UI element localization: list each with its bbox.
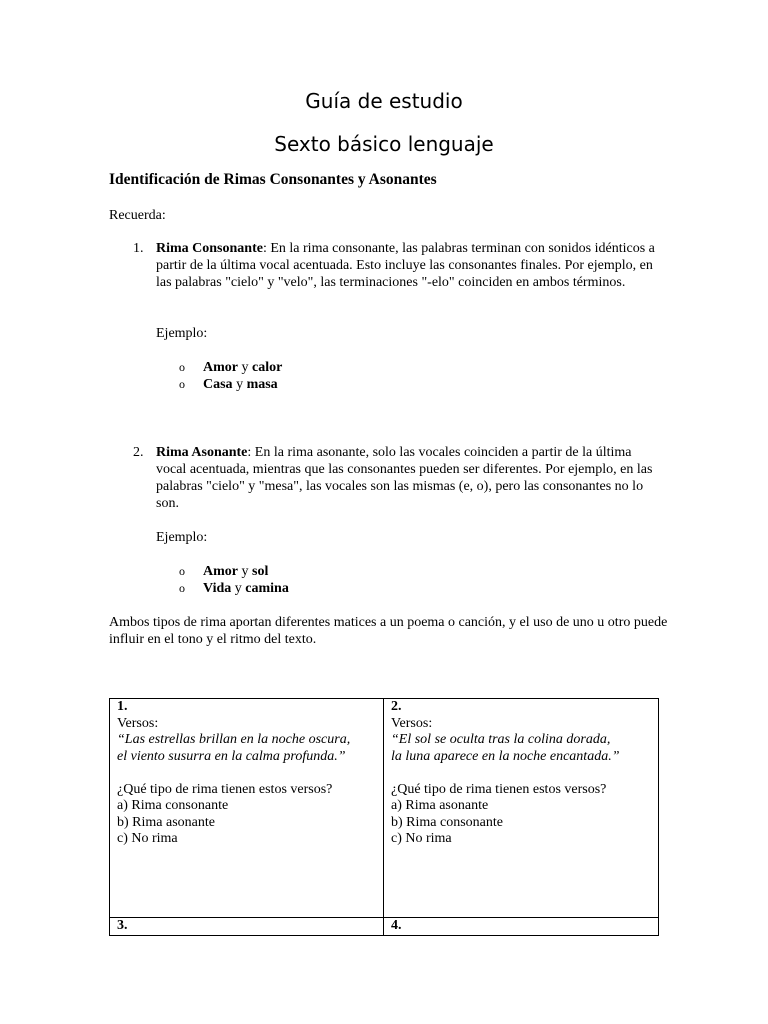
item-2-example-label: Ejemplo: (156, 530, 208, 545)
bullet-icon: o (179, 564, 185, 578)
question-text: ¿Qué tipo de rima tienen estos versos? (391, 781, 607, 797)
recuerda-label: Recuerda: (109, 208, 166, 223)
answer-option: a) Rima asonante (391, 798, 489, 813)
question-number: 3. (117, 918, 128, 933)
question-cell-1 (110, 699, 384, 918)
example-item (203, 580, 289, 597)
table-row (110, 699, 659, 918)
bullet-icon: o (179, 581, 185, 595)
question-number: 1. (117, 699, 128, 714)
verse-line: “Las estrellas brillan en la noche oscura, (117, 732, 351, 747)
item-1-example-label: Ejemplo: (156, 326, 208, 341)
question-number: 4. (391, 918, 402, 933)
example-word: Casa (203, 377, 233, 392)
closing-paragraph: Ambos tipos de rima aportan diferentes matices a un poema o canción, y el uso de uno u otro puede influir en el tono y el ritmo del texto. (109, 615, 668, 647)
example-item (203, 563, 268, 580)
item-1-number: 1. (133, 241, 144, 256)
answer-option: a) Rima consonante (117, 798, 229, 813)
item-2-term: Rima Asonante (156, 445, 248, 460)
question-text: ¿Qué tipo de rima tienen estos versos? (117, 781, 333, 797)
page-title: Guía de estudio (305, 89, 463, 113)
item-1-term: Rima Consonante (156, 241, 263, 256)
section-heading: Identificación de Rimas Consonantes y Asonantes (109, 171, 437, 188)
question-table (109, 698, 659, 936)
example-joiner: y (231, 581, 246, 596)
example-word: calor (252, 360, 283, 375)
example-item (203, 376, 278, 393)
example-word: masa (246, 377, 278, 392)
example-joiner: y (232, 377, 247, 392)
item-2-definition (156, 444, 656, 512)
example-word: Amor (203, 360, 238, 375)
example-joiner: y (238, 360, 252, 375)
question-number: 2. (391, 699, 402, 714)
verses-label: Versos: (391, 715, 433, 731)
example-word: Amor (203, 564, 238, 579)
verse-line: la luna aparece en la noche encantada.” (391, 748, 620, 764)
bullet-icon: o (179, 360, 185, 374)
item-1-definition (156, 240, 656, 291)
example-word: camina (245, 581, 289, 596)
verse-line: “El sol se oculta tras la colina dorada, (391, 732, 611, 747)
table-row (110, 918, 659, 936)
bullet-icon: o (179, 377, 185, 391)
question-cell-2 (384, 699, 659, 918)
question-cell-4 (384, 918, 659, 936)
page-subtitle: Sexto básico lenguaje (274, 132, 494, 156)
example-item (203, 359, 282, 376)
item-2-number: 2. (133, 445, 144, 460)
item-1-text: : En la rima consonante, las palabras terminan con sonidos idénticos a partir de la última vocal acentuada. Esto incluye las consonantes finales. Por ejemplo, en las palabras "cielo" y "velo", las terminaciones "-elo" coinciden en ambos términos. (156, 241, 655, 290)
example-word: Vida (203, 581, 232, 596)
question-cell-3 (110, 918, 384, 936)
item-2-text: : En la rima asonante, solo las vocales coinciden a partir de la última vocal acentuada, mientras que las consonantes pueden ser diferentes. Por ejemplo, en las palabras "cielo" y "mesa", las vocales son las mismas (e, o), pero las consonantes no lo son. (156, 445, 653, 511)
verses-label: Versos: (117, 715, 159, 731)
answer-option: b) Rima asonante (117, 814, 215, 830)
answer-option: c) No rima (391, 831, 452, 846)
answer-option: c) No rima (117, 831, 178, 846)
answer-option: b) Rima consonante (391, 814, 503, 830)
example-word: sol (252, 564, 269, 579)
example-joiner: y (238, 564, 252, 579)
verse-line: el viento susurra en la calma profunda.” (117, 748, 346, 764)
